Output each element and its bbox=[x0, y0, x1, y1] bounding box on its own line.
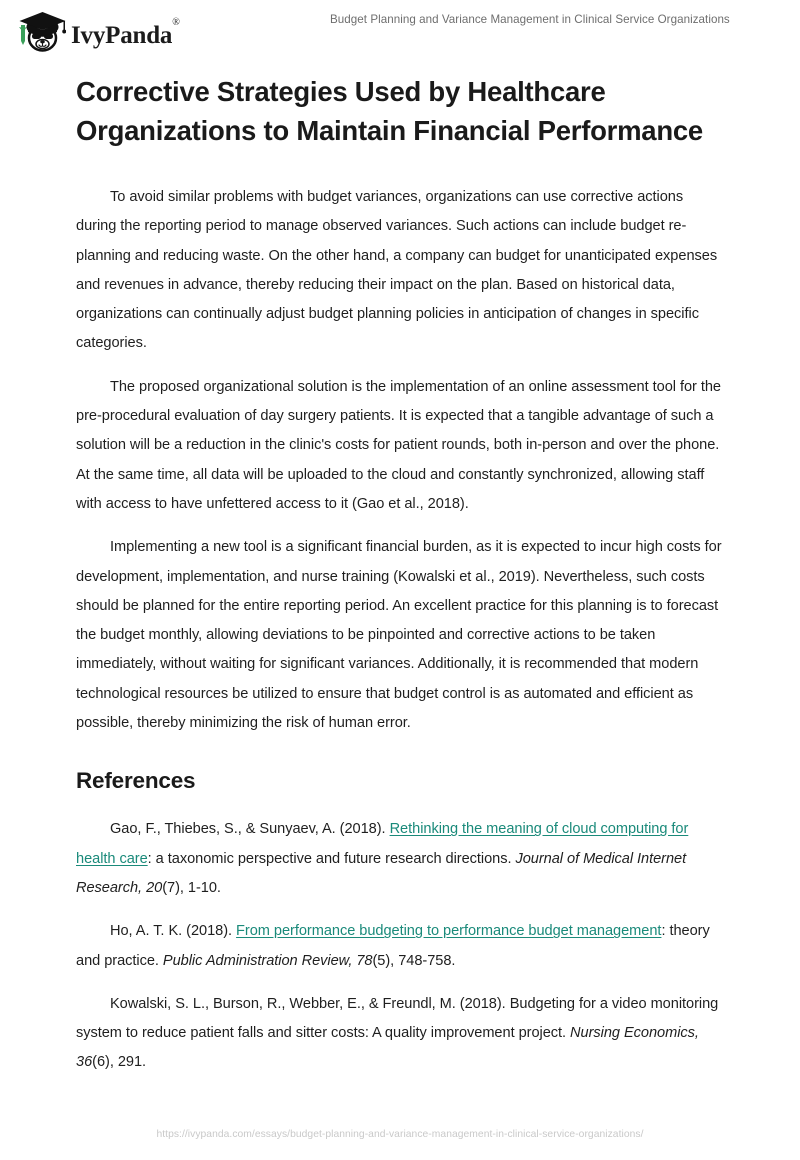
panda-graduate-logo-icon bbox=[14, 10, 66, 56]
brand-wordmark bbox=[71, 16, 180, 49]
brand-name-text: IvyPanda bbox=[71, 21, 173, 49]
reference-prefix-text: Kowalski, S. L., Burson, R., Webber, E., & Freundl, M. (2018). Budgeting for a video monitoring system to reduce patient falls and sitter costs: A quality improvement project. bbox=[76, 995, 719, 1042]
reference-suffix-text: (7), 1-10. bbox=[162, 879, 221, 896]
reference-middle-text: : theory and practice. bbox=[76, 923, 710, 969]
source-url-text: https://ivypanda.com/essays/budget-planning-and-variance-management-in-clinical-service-organizations/ bbox=[156, 1129, 644, 1140]
paragraph-3: Implementing a new tool is a significant financial burden, as it is expected to incur high costs for development, implementation, and nurse training (Kowalski et al., 2019). Nevertheless, such costs should be planned for the entire reporting period. An excellent practice for this planning is to forecast the budget monthly, allowing deviations to be pinpointed and corrective actions to be taken immediately, without waiting for significant variances. Additionally, it is recommended that modern technological resources be utilized to ensure that budget control is as automated and efficient as possible, thereby minimizing the risk of human error. bbox=[76, 539, 722, 732]
reference-suffix-text: (6), 291. bbox=[92, 1054, 147, 1071]
reference-journal-text: Public Administration Review, 78 bbox=[162, 952, 373, 969]
reference-link[interactable]: Rethinking the meaning of cloud computing for health care bbox=[76, 821, 689, 867]
reference-journal-text: Journal of Medical Internet Research, 20 bbox=[76, 850, 687, 896]
brand-logo[interactable] bbox=[14, 10, 180, 56]
body-paragraphs bbox=[76, 183, 726, 738]
brand-trademark-symbol: ® bbox=[172, 16, 180, 28]
references-list bbox=[76, 815, 726, 1077]
reference-item bbox=[76, 917, 726, 976]
reference-item bbox=[76, 990, 726, 1078]
page-title: Corrective Strategies Used by Healthcare Organizations to Maintain Financial Performance bbox=[76, 76, 703, 146]
reference-item bbox=[76, 815, 726, 903]
reference-prefix-text: Ho, A. T. K. (2018). bbox=[110, 923, 237, 940]
reference-middle-text: : a taxonomic perspective and future research directions. bbox=[147, 850, 516, 867]
reference-prefix-text: Gao, F., Thiebes, S., & Sunyaev, A. (2018). bbox=[110, 821, 390, 838]
running-head-title: Budget Planning and Variance Management in Clinical Service Organizations bbox=[330, 13, 730, 26]
reference-journal-text: Nursing Economics, 36 bbox=[76, 1025, 699, 1071]
reference-link[interactable]: From performance budgeting to performance budget management bbox=[236, 923, 662, 940]
reference-suffix-text: (5), 748-758. bbox=[372, 952, 456, 969]
paragraph-1: To avoid similar problems with budget variances, organizations can use corrective actions during the reporting period to manage observed variances. Such actions can include budget re-planning and reducing waste. On the other hand, a company can budget for unanticipated expenses and revenues in advance, thereby reducing their impact on the plan. Based on historical data, organizations can continually adjust budget planning policies in anticipation of changes in specific categories. bbox=[76, 189, 718, 352]
page-footer bbox=[0, 1124, 800, 1142]
page-header bbox=[0, 0, 800, 62]
references-heading: References bbox=[76, 768, 196, 794]
paragraph-2: The proposed organizational solution is the implementation of an online assessment tool for the pre-procedural evaluation of day surgery patients. It is expected that a tangible advantage of such a solution will be a reduction in the clinic's costs for patient rounds, both in-person and over the phone. At the same time, all data will be uploaded to the cloud and constantly synchronized, allowing staff with access to have unfettered access to it (Gao et al., 2018). bbox=[76, 378, 721, 512]
document-body bbox=[76, 72, 726, 1078]
